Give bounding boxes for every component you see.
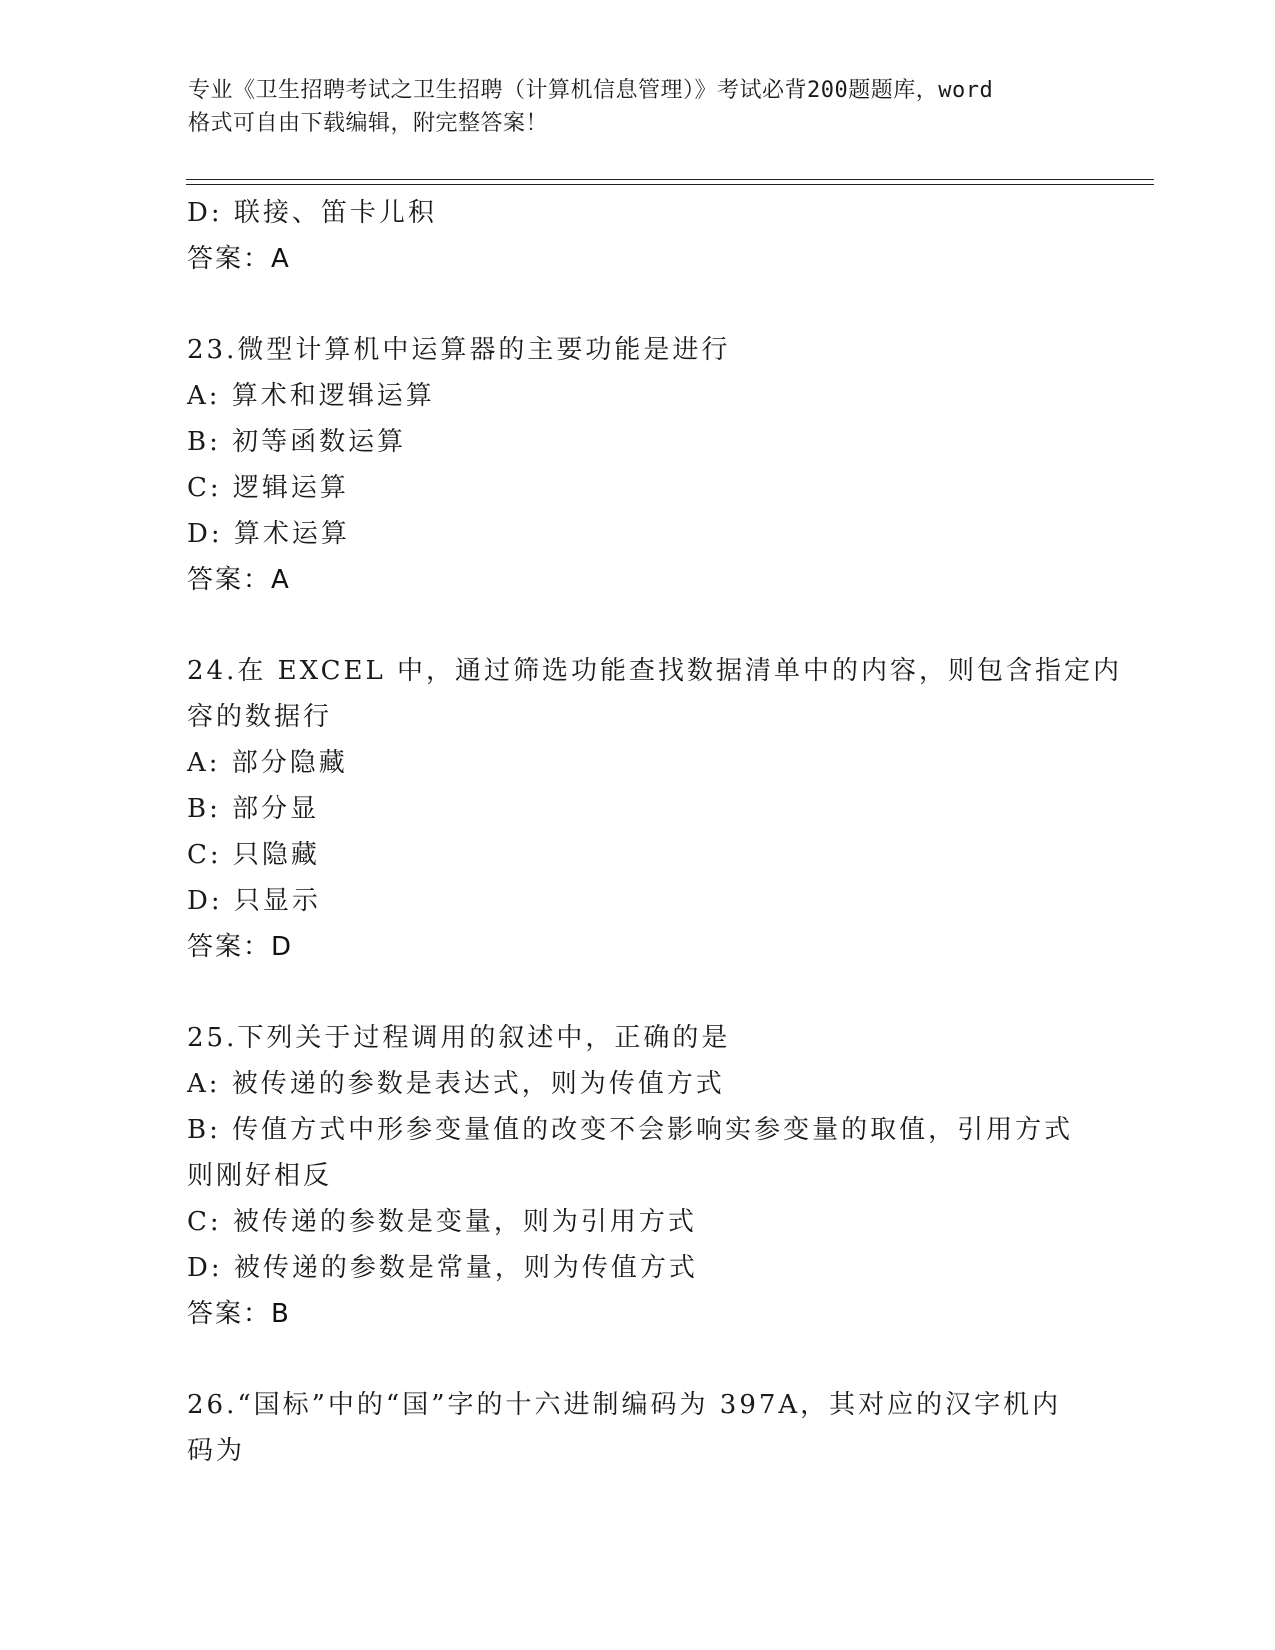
spacer: [187, 282, 1087, 327]
header-line-1: 专业《卫生招聘考试之卫生招聘（计算机信息管理）》考试必背200题题库，word: [188, 78, 994, 103]
question-25: [187, 1015, 1087, 1337]
header-divider-bottom: [186, 184, 1154, 185]
question-24: [187, 648, 1123, 970]
header-divider-top: [186, 179, 1154, 180]
answer-line: 答案：B: [187, 1299, 291, 1329]
option-b: B: 传值方式中形参变量值的改变不会影响实参变量的取值，引用方式: [187, 1115, 1074, 1145]
option-d: D: 联接、笛卡儿积: [187, 198, 437, 228]
question-stem: 25.下列关于过程调用的叙述中，正确的是: [187, 1023, 731, 1053]
spacer: [187, 603, 1087, 648]
option-d: D: 只显示: [187, 886, 321, 916]
option-a: A: 部分隐藏: [187, 748, 348, 778]
question-stem-continued: 码为: [187, 1436, 246, 1466]
option-a: A: 被传递的参数是表达式，则为传值方式: [187, 1069, 725, 1099]
spacer: [187, 970, 1087, 1015]
option-d: D: 算术运算: [187, 519, 350, 549]
header-line-2: 格式可自由下载编辑，附完整答案！: [188, 111, 549, 136]
question-stem-continued: 容的数据行: [187, 702, 333, 732]
answer-line: 答案：A: [187, 565, 291, 595]
option-d: D: 被传递的参数是常量，则为传值方式: [187, 1253, 698, 1283]
option-c: C: 只隐藏: [187, 840, 320, 870]
question-stem: 24.在 EXCEL 中，通过筛选功能查找数据清单中的内容，则包含指定内: [187, 656, 1123, 686]
question-23: [187, 327, 1087, 603]
spacer: [187, 1337, 1087, 1382]
option-b: B: 初等函数运算: [187, 427, 407, 457]
answer-line: 答案：D: [187, 932, 294, 962]
option-b: B: 部分显: [187, 794, 320, 824]
option-a: A: 算术和逻辑运算: [187, 381, 435, 411]
question-26: [187, 1382, 1087, 1474]
option-c: C: 被传递的参数是变量，则为引用方式: [187, 1207, 697, 1237]
document-header: [188, 74, 1088, 140]
question-stem: 23.微型计算机中运算器的主要功能是进行: [187, 335, 731, 365]
question-list: [187, 190, 1123, 1474]
option-b-continued: 则刚好相反: [187, 1161, 333, 1191]
question-22-tail: [187, 190, 1087, 282]
option-c: C: 逻辑运算: [187, 473, 349, 503]
answer-line: 答案：A: [187, 244, 291, 274]
question-stem: 26.“国标”中的“国”字的十六进制编码为 397A，其对应的汉字机内: [187, 1390, 1062, 1420]
